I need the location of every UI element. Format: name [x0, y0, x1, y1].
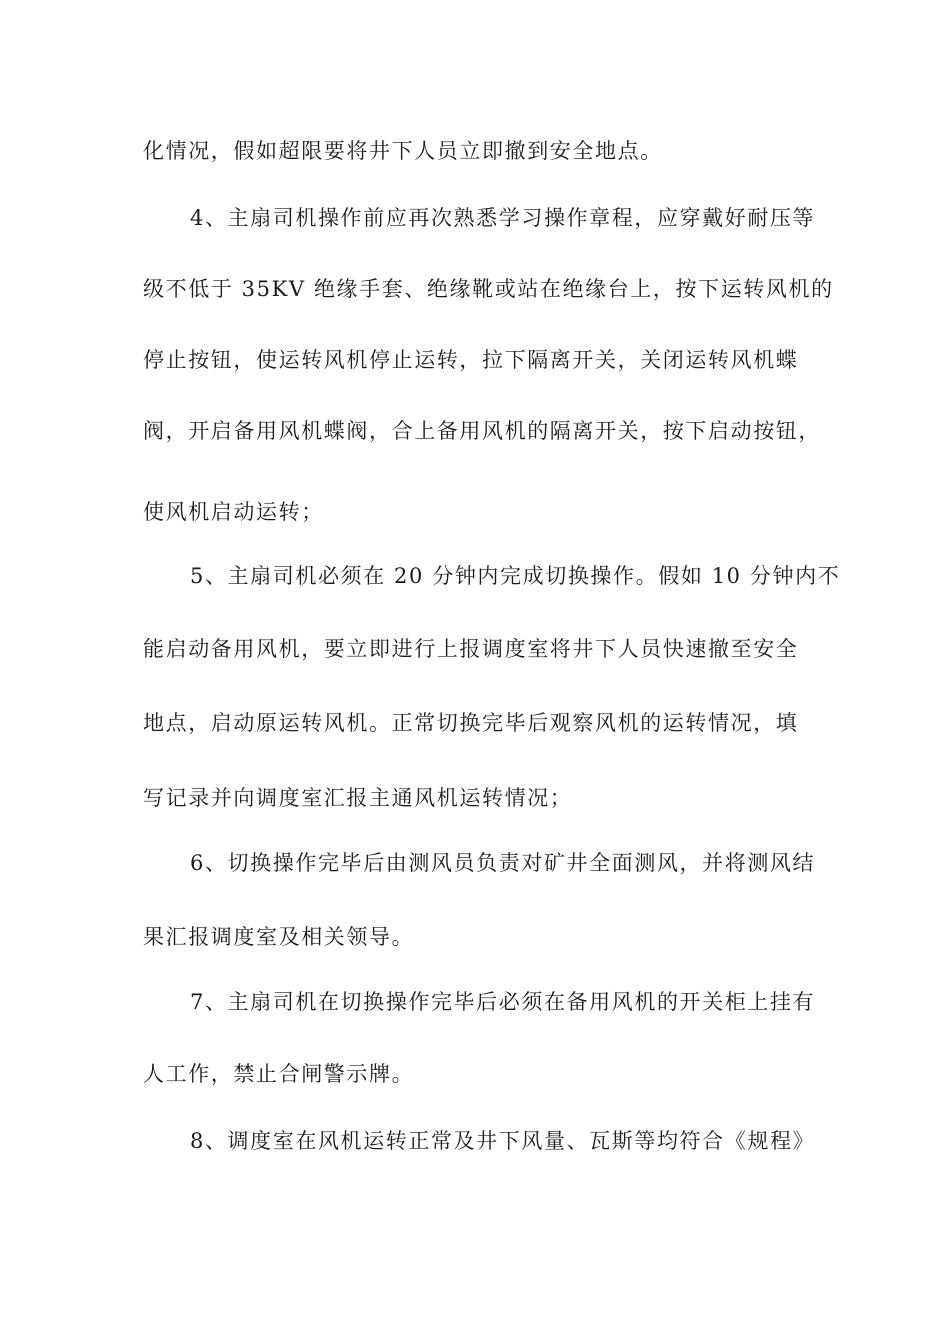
text-line: 写记录并向调度室汇报主通风机运转情况； — [143, 786, 573, 810]
text-line: 使风机启动运转； — [143, 500, 324, 524]
text-line: 人工作，禁止合闸警示牌。 — [143, 1062, 415, 1086]
text-line: 停止按钮，使运转风机停止运转，拉下隔离开关，关闭运转风机蝶 — [143, 348, 799, 372]
text-line: 果汇报调度室及相关领导。 — [143, 925, 415, 949]
paragraph-7-line: 7、主扇司机在切换操作完毕后必须在备用风机的开关柜上挂有 — [190, 990, 816, 1014]
paragraph-8-line: 8、调度室在风机运转正常及井下风量、瓦斯等均符合《规程》 — [190, 1129, 816, 1153]
paragraph-6-line: 6、切换操作完毕后由测风员负责对矿井全面测风，并将测风结 — [190, 851, 816, 875]
text-line: 地点，启动原运转风机。正常切换完毕后观察风机的运转情况，填 — [143, 711, 799, 735]
text-line: 化情况，假如超限要将井下人员立即撤到安全地点。 — [143, 139, 663, 163]
paragraph-5-line: 5、主扇司机必须在 20 分钟内完成切换操作。假如 10 分钟内不 — [190, 564, 841, 588]
text-line: 能启动备用风机，要立即进行上报调度室将井下人员快速撤至安全 — [143, 637, 799, 661]
text-line: 阀，开启备用风机蝶阀，合上备用风机的隔离开关，按下启动按钮， — [143, 419, 821, 443]
paragraph-4-line: 4、主扇司机操作前应再次熟悉学习操作章程，应穿戴好耐压等 — [190, 206, 816, 230]
text-line: 级不低于 35KV 绝缘手套、绝缘靴或站在绝缘台上，按下运转风机的 — [143, 277, 834, 301]
